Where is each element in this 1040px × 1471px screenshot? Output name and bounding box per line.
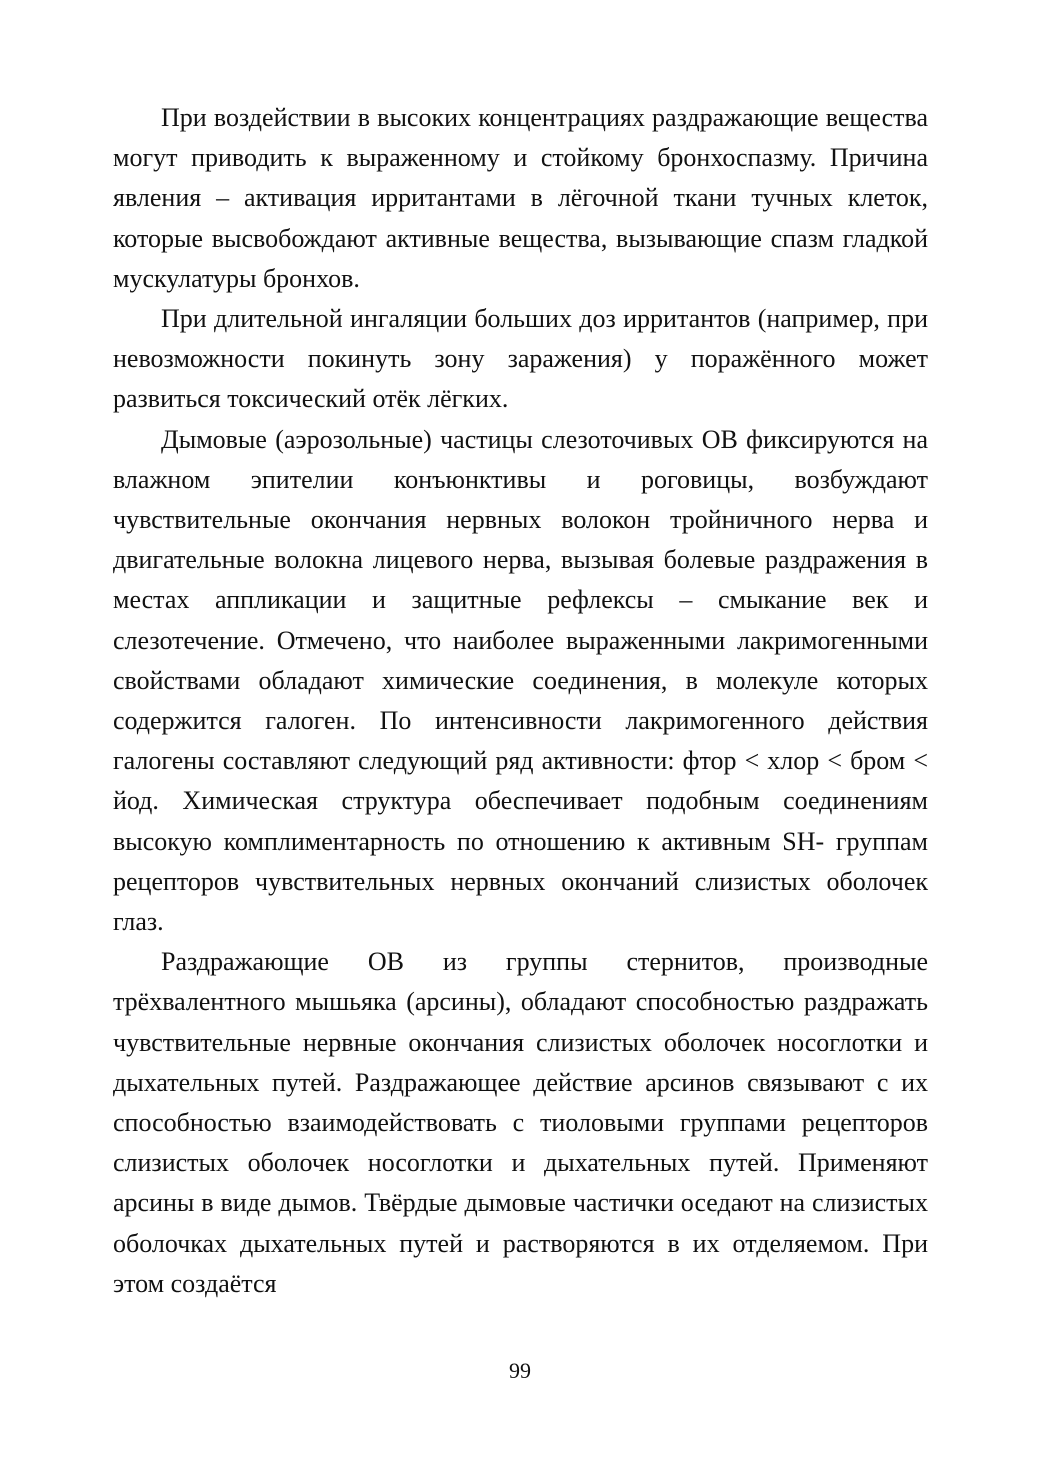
paragraph-sternites: Раздражающие ОВ из группы стернитов, производные трёхвалентного мышьяка (арсины), обладают способностью раздражать чувствительные нервные окончания слизистых оболочек носоглотки и дыхательных путей. Раздражающее действие арсинов связывают с их способностью взаимодействовать с тиоловыми группами рецепторов слизистых оболочек носоглотки и дыхательных путей. Применяют арсины в виде дымов. Твёрдые дымовые частички оседают на слизистых оболочках дыхательных путей и растворяются в их отделяемом. При этом создаётся [113,947,928,1298]
body-text [113,98,928,1304]
paragraph-inhalation: При длительной ингаляции больших доз ирритантов (например, при невозможности покинуть зону заражения) у поражённого может развиться токсический отёк лёгких. [113,304,928,414]
page-number: 99 [509,1358,531,1383]
paragraph-lacrimators: Дымовые (аэрозольные) частицы слезоточивых ОВ фиксируются на влажном эпителии конъюнктивы и роговицы, возбуждают чувствительные окончания нервных волокон тройничного нерва и двигательные волокна лицевого нерва, вызывая болевые раздражения в местах аппликации и защитные рефлексы – смыкание век и слезотечение. Отмечено, что наиболее выраженными лакримогенными свойствами обладают химические соединения, в молекуле которых содержится галоген. По интенсивности лакримогенного действия галогены составляют следующий ряд активности: фтор < хлор < бром < йод. Химическая структура обеспечивает подобным соединениям высокую комплиментарность по отношению к активным SH- группам рецепторов чувствительных нервных окончаний слизистых оболочек глаз. [113,424,928,937]
paragraph-bronchospasm: При воздействии в высоких концентрациях раздражающие вещества могут приводить к выраженному и стойкому бронхоспазму. Причина явления – активация ирритантами в лёгочной ткани тучных клеток, которые высвобождают активные вещества, вызывающие спазм гладкой мускулатуры бронхов. [113,103,928,293]
